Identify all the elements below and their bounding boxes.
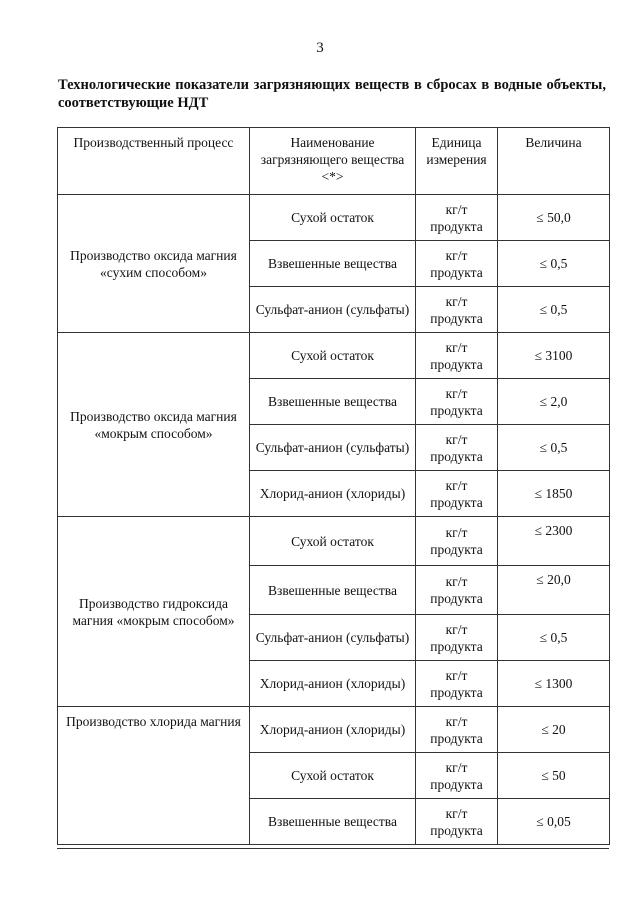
substance-cell: Сульфат-анион (сульфаты) (250, 425, 416, 471)
substance-cell: Сухой остаток (250, 195, 416, 241)
page-number: 3 (316, 40, 324, 56)
value-cell: ≤ 0,5 (498, 615, 610, 661)
unit-cell: кг/т продукта (416, 287, 498, 333)
table-body (58, 195, 610, 845)
substance-cell: Сухой остаток (250, 753, 416, 799)
table-row (58, 707, 610, 753)
value-cell: ≤ 0,5 (498, 241, 610, 287)
value-cell: ≤ 50 (498, 753, 610, 799)
table-row (58, 517, 610, 566)
unit-cell: кг/т продукта (416, 566, 498, 615)
unit-cell: кг/т продукта (416, 333, 498, 379)
substance-cell: Хлорид-анион (хлориды) (250, 471, 416, 517)
unit-cell: кг/т продукта (416, 661, 498, 707)
value-cell: ≤ 2,0 (498, 379, 610, 425)
ndt-table (57, 127, 610, 845)
unit-cell: кг/т продукта (416, 615, 498, 661)
header-value: Величина (498, 128, 610, 195)
unit-cell: кг/т продукта (416, 195, 498, 241)
substance-cell: Сульфат-анион (сульфаты) (250, 287, 416, 333)
header-substance: Наименование загрязняющего вещества <*> (250, 128, 416, 195)
unit-cell: кг/т продукта (416, 799, 498, 845)
header-unit: Единица измерения (416, 128, 498, 195)
value-cell: ≤ 3100 (498, 333, 610, 379)
unit-cell: кг/т продукта (416, 471, 498, 517)
value-cell: ≤ 20 (498, 707, 610, 753)
substance-cell: Хлорид-анион (хлориды) (250, 707, 416, 753)
substance-cell: Взвешенные вещества (250, 379, 416, 425)
unit-cell: кг/т продукта (416, 517, 498, 566)
value-cell: ≤ 1300 (498, 661, 610, 707)
process-cell: Производство оксида магния «сухим способом» (58, 195, 250, 333)
substance-cell: Сульфат-анион (сульфаты) (250, 615, 416, 661)
substance-cell: Взвешенные вещества (250, 241, 416, 287)
unit-cell: кг/т продукта (416, 707, 498, 753)
value-cell: ≤ 0,5 (498, 425, 610, 471)
substance-cell: Сухой остаток (250, 517, 416, 566)
document-heading: Технологические показатели загрязняющих веществ в сбросах в водные объекты, соответствующие НДТ (58, 77, 606, 111)
substance-cell: Сухой остаток (250, 333, 416, 379)
value-cell: ≤ 20,0 (498, 566, 610, 615)
unit-cell: кг/т продукта (416, 753, 498, 799)
table-header-row (58, 128, 610, 195)
unit-cell: кг/т продукта (416, 379, 498, 425)
substance-cell: Хлорид-анион (хлориды) (250, 661, 416, 707)
table-row (58, 195, 610, 241)
process-cell: Производство оксида магния «мокрым способом» (58, 333, 250, 517)
unit-cell: кг/т продукта (416, 241, 498, 287)
unit-cell: кг/т продукта (416, 425, 498, 471)
value-cell: ≤ 0,05 (498, 799, 610, 845)
header-process: Производственный процесс (58, 128, 250, 195)
value-cell: ≤ 1850 (498, 471, 610, 517)
substance-cell: Взвешенные вещества (250, 566, 416, 615)
value-cell: ≤ 50,0 (498, 195, 610, 241)
bottom-rule (57, 848, 609, 849)
value-cell: ≤ 0,5 (498, 287, 610, 333)
process-cell: Производство хлорида магния (58, 707, 250, 845)
substance-cell: Взвешенные вещества (250, 799, 416, 845)
table-row (58, 333, 610, 379)
process-cell: Производство гидроксида магния «мокрым способом» (58, 517, 250, 707)
value-cell: ≤ 2300 (498, 517, 610, 566)
